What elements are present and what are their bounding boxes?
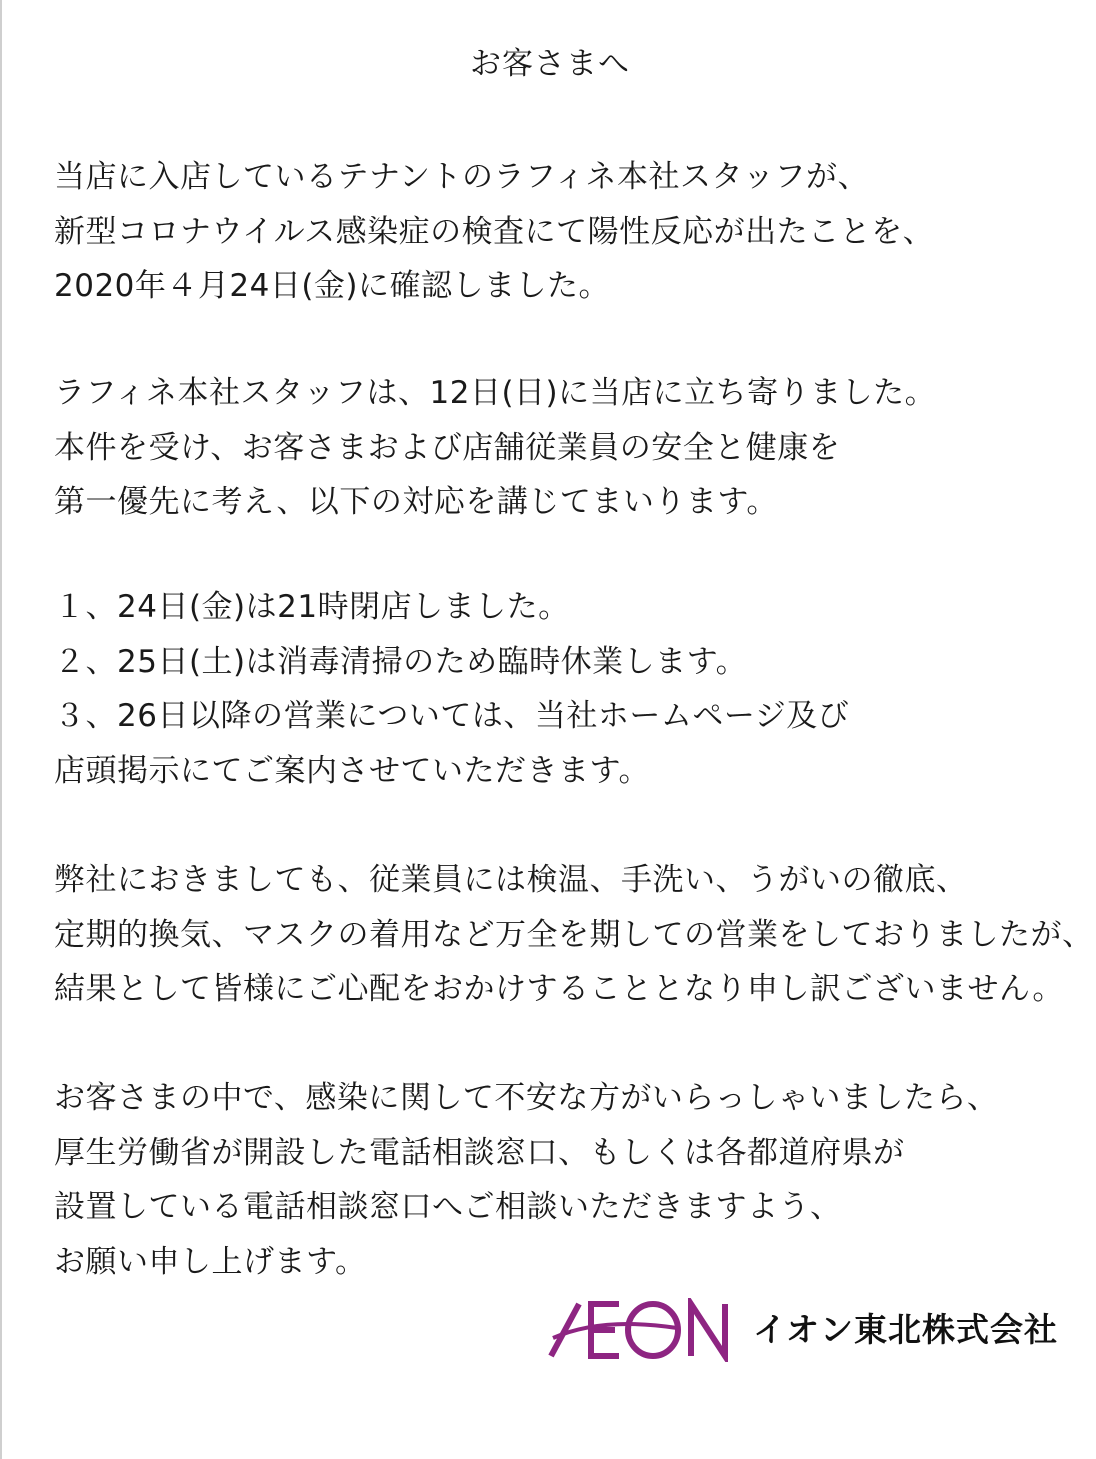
text-line: 本件を受け、お客さまおよび店舗従業員の安全と健康を — [54, 429, 841, 466]
notice-paragraph-2 — [54, 366, 936, 530]
text-line: 結果として皆様にご心配をおかけすることとなり申し訳ございません。 — [54, 971, 1064, 1007]
text-line: 新型コロナウイルス感染症の検査にて陽性反応が出たことを、 — [54, 213, 935, 250]
notice-paragraph-5 — [54, 1071, 998, 1289]
notice-greeting: お客さまへ — [470, 46, 630, 82]
company-name: イオン東北株式会社 — [753, 1310, 1059, 1349]
text-line: お客さまの中で、感染に関して不安な方がいらっしゃいましたら、 — [54, 1080, 999, 1116]
notice-measures-list — [54, 580, 849, 798]
text-line: お願い申し上げます。 — [54, 1243, 367, 1280]
text-line: 当店に入店しているテナントのラフィネ本社スタッフが、 — [54, 159, 869, 195]
signature-block — [545, 1298, 1058, 1362]
text-line: 厚生労働省が開設した電話相談窓口、もしくは各都道府県が — [54, 1134, 905, 1171]
text-line: 2020年４月24日(金)に確認しました。 — [54, 268, 611, 304]
text-line: 定期的換気、マスクの着用など万全を期しての営業をしておりましたが、 — [54, 916, 1094, 953]
measure-item-3-continued: 店頭掲示にてご案内させていただきます。 — [54, 752, 651, 789]
aeon-logo — [545, 1298, 735, 1362]
measure-item-1: １、24日(金)は21時閉店しました。 — [54, 589, 570, 625]
text-line: 弊社におきましても、従業員には検温、手洗い、うがいの徹底、 — [54, 862, 968, 898]
measure-item-2: ２、25日(土)は消毒清掃のため臨時休業します。 — [54, 643, 748, 680]
text-line: 設置している電話相談窓口へご相談いただきますよう、 — [54, 1189, 842, 1225]
notice-paragraph-4 — [54, 853, 1094, 1017]
notice-paragraph-1 — [54, 150, 934, 314]
text-line: ラフィネ本社スタッフは、12日(日)に当店に立ち寄りました。 — [54, 375, 937, 411]
measure-item-3: ３、26日以降の営業については、当社ホームページ及び — [54, 698, 850, 734]
text-line: 第一優先に考え、以下の対応を講じてまいります。 — [54, 484, 778, 520]
